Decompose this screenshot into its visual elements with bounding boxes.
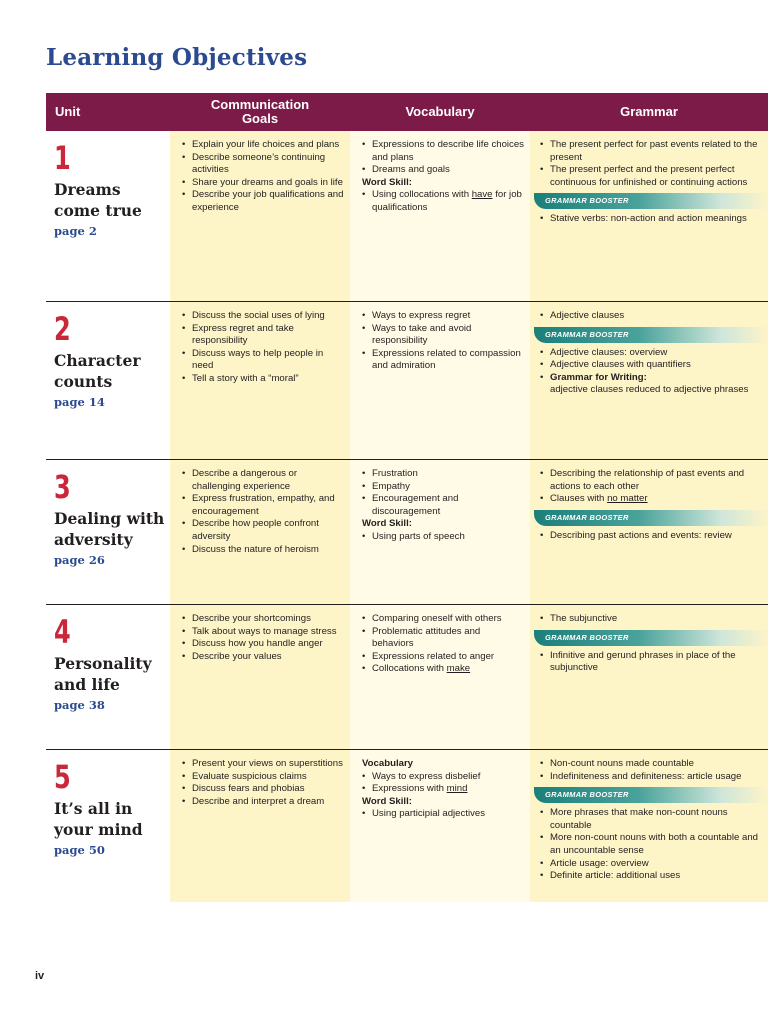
list-item: • Present your views on superstitions	[182, 758, 344, 771]
unit-title-line: counts	[54, 372, 113, 391]
list-item: • Expressions with mind	[362, 783, 524, 796]
grammar-cell	[530, 605, 768, 749]
unit-page-link[interactable]: page 26	[54, 553, 105, 567]
unit-page-link[interactable]: page 38	[54, 698, 105, 712]
unit-page-link[interactable]: page 2	[54, 224, 97, 238]
unit-row	[46, 460, 768, 605]
grammar-cell	[530, 750, 768, 902]
unit-number: 2	[54, 310, 71, 348]
list-item: • Expressions to describe life choices and plans	[362, 139, 524, 164]
list-item: • Adjective clauses: overview	[540, 347, 768, 360]
list-item: • Describe your job qualifications and experience	[182, 189, 344, 214]
list-item: • Infinitive and gerund phrases in place of the subjunctive	[540, 650, 768, 675]
communication-goals-cell	[170, 131, 350, 301]
grammar-booster-banner: GRAMMAR BOOSTER	[534, 510, 768, 526]
unit-cell	[46, 131, 170, 301]
unit-title	[54, 653, 166, 695]
page-number: iv	[35, 970, 45, 982]
grammar-cell	[530, 302, 768, 459]
unit-number: 5	[54, 758, 71, 796]
unit-row	[46, 131, 768, 302]
word-skill-heading: Word Skill:	[362, 795, 412, 807]
list-item: • Describe someone’s continuing activities	[182, 152, 344, 177]
list-item: • Describe your shortcomings	[182, 613, 344, 626]
word-skill-heading: Word Skill:	[362, 518, 412, 530]
grammar-cell	[530, 460, 768, 604]
grammar-for-writing-text: adjective clauses reduced to adjective phrases	[550, 384, 749, 396]
unit-title-line: adversity	[54, 530, 133, 549]
word-skill-heading: Word Skill:	[362, 176, 412, 188]
list-item: • Ways to take and avoid responsibility	[362, 323, 524, 348]
unit-row	[46, 605, 768, 750]
unit-title-line: Dreams	[54, 180, 121, 199]
unit-page-link[interactable]: page 50	[54, 843, 105, 857]
communication-goals-cell	[170, 605, 350, 749]
list-item: • Talk about ways to manage stress	[182, 626, 344, 639]
unit-title-line: Personality	[54, 654, 152, 673]
grammar-booster-banner: GRAMMAR BOOSTER	[534, 327, 768, 343]
list-item: • Tell a story with a “moral”	[182, 373, 344, 386]
unit-number: 3	[54, 468, 71, 506]
list-item: • Describing past actions and events: review	[540, 530, 768, 543]
unit-cell	[46, 605, 170, 749]
communication-goals-cell	[170, 750, 350, 902]
unit-cell	[46, 302, 170, 459]
header-communication-goals	[170, 93, 350, 131]
list-item: • Adjective clauses	[540, 310, 768, 323]
list-item: • Collocations with make	[362, 663, 524, 676]
list-item: • Using collocations with have for job qualifications	[362, 189, 524, 214]
vocabulary-cell	[350, 131, 530, 301]
list-item: • Describe and interpret a dream	[182, 796, 344, 809]
list-item: • Frustration	[362, 468, 524, 481]
header-vocabulary: Vocabulary	[405, 104, 475, 119]
list-item: • Article usage: overview	[540, 858, 768, 871]
list-item: • Discuss ways to help people in need	[182, 348, 344, 373]
list-item: • The subjunctive	[540, 613, 768, 626]
vocabulary-cell	[350, 605, 530, 749]
list-item: • Describe how people confront adversity	[182, 518, 344, 543]
grammar-booster-banner: GRAMMAR BOOSTER	[534, 787, 768, 803]
list-item: • Describe your values	[182, 651, 344, 664]
unit-number: 1	[54, 139, 71, 177]
unit-title-line: your mind	[54, 820, 143, 839]
grammar-for-writing-heading: Grammar for Writing:	[550, 371, 647, 383]
unit-title-line: Dealing with	[54, 509, 165, 528]
list-item: • Explain your life choices and plans	[182, 139, 344, 152]
list-item: • Express regret and take responsibility	[182, 323, 344, 348]
unit-title-line: Character	[54, 351, 141, 370]
grammar-booster-banner: GRAMMAR BOOSTER	[534, 193, 768, 209]
vocabulary-cell	[350, 302, 530, 459]
list-item: • Ways to express disbelief	[362, 771, 524, 784]
table-header	[46, 93, 768, 131]
list-item: • Adjective clauses with quantifiers	[540, 359, 768, 372]
unit-page-link[interactable]: page 14	[54, 395, 105, 409]
unit-title-line: come true	[54, 201, 142, 220]
list-item: • Using participial adjectives	[362, 808, 524, 821]
unit-title-line: It’s all in	[54, 799, 133, 818]
communication-goals-cell	[170, 460, 350, 604]
vocabulary-cell	[350, 460, 530, 604]
list-item: • Evaluate suspicious claims	[182, 771, 344, 784]
header-grammar: Grammar	[620, 104, 678, 119]
unit-number: 4	[54, 613, 71, 651]
list-item: • Ways to express regret	[362, 310, 524, 323]
list-item: • Discuss the nature of heroism	[182, 544, 344, 557]
unit-cell	[46, 460, 170, 604]
list-item: • Encouragement and discouragement	[362, 493, 524, 518]
list-item	[540, 372, 768, 397]
unit-row	[46, 302, 768, 460]
unit-title	[54, 350, 166, 392]
unit-title	[54, 179, 166, 221]
list-item: • The present perfect and the present perfect continuous for unfinished or continuing actions	[540, 164, 768, 189]
list-item: • Share your dreams and goals in life	[182, 177, 344, 190]
communication-goals-cell	[170, 302, 350, 459]
list-item: • Dreams and goals	[362, 164, 524, 177]
list-item: • Comparing oneself with others	[362, 613, 524, 626]
list-item: • Definite article: additional uses	[540, 870, 768, 883]
list-item: • Describing the relationship of past events and actions to each other	[540, 468, 768, 493]
page-title: Learning Objectives	[46, 44, 308, 71]
learning-objectives-table	[46, 93, 768, 902]
unit-title	[54, 798, 166, 840]
list-item: • Expressions related to compassion and admiration	[362, 348, 524, 373]
list-item: • The present perfect for past events related to the present	[540, 139, 768, 164]
header-communication-goals-label: Communication Goals	[210, 97, 310, 126]
list-item: • Problematic attitudes and behaviors	[362, 626, 524, 651]
unit-title	[54, 508, 166, 550]
unit-row	[46, 750, 768, 902]
list-item: • Express frustration, empathy, and encouragement	[182, 493, 344, 518]
vocabulary-cell	[350, 750, 530, 902]
grammar-cell	[530, 131, 768, 301]
list-item: • Discuss fears and phobias	[182, 783, 344, 796]
header-unit: Unit	[55, 104, 81, 119]
list-item: • Discuss how you handle anger	[182, 638, 344, 651]
list-item: • More non-count nouns with both a countable and an uncountable sense	[540, 832, 768, 857]
vocabulary-heading: Vocabulary	[362, 758, 414, 769]
list-item: • Clauses with no matter	[540, 493, 768, 506]
unit-title-line: and life	[54, 675, 120, 694]
list-item: • Non-count nouns made countable	[540, 758, 768, 771]
list-item: • Expressions related to anger	[362, 651, 524, 664]
grammar-booster-banner: GRAMMAR BOOSTER	[534, 630, 768, 646]
list-item: • Stative verbs: non-action and action meanings	[540, 213, 768, 226]
list-item: • Indefiniteness and definiteness: article usage	[540, 771, 768, 784]
list-item: • Discuss the social uses of lying	[182, 310, 344, 323]
list-item: • Describe a dangerous or challenging experience	[182, 468, 344, 493]
list-item: • Empathy	[362, 481, 524, 494]
list-item: • Using parts of speech	[362, 531, 524, 544]
list-item: • More phrases that make non-count nouns countable	[540, 807, 768, 832]
unit-cell	[46, 750, 170, 902]
